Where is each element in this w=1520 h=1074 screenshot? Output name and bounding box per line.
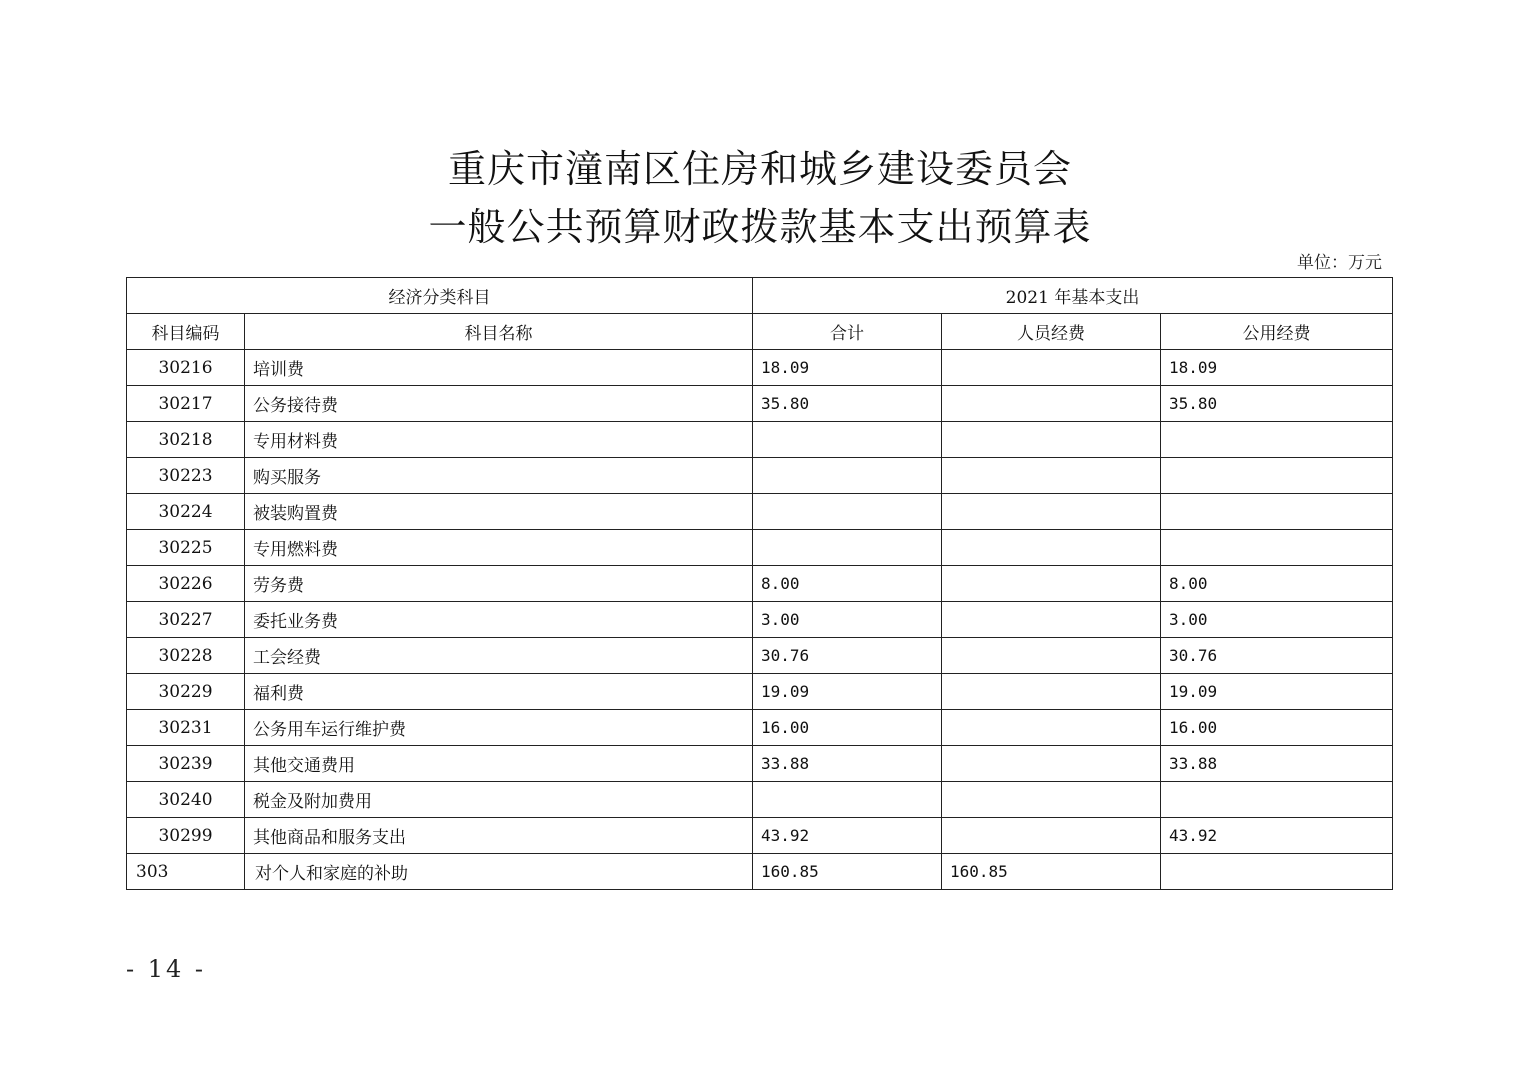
document-title-line2: 一般公共预算财政拨款基本支出预算表: [428, 205, 1092, 249]
table-row: [127, 674, 1393, 710]
personnel-value: [942, 746, 1161, 782]
public-value: 8.00: [1161, 566, 1393, 602]
subject-code: 30217: [127, 386, 245, 422]
table-row: [127, 818, 1393, 854]
total-value: [753, 422, 942, 458]
total-value: 30.76: [753, 638, 942, 674]
total-value: [753, 530, 942, 566]
table-row: [127, 494, 1393, 530]
subject-code: 30224: [127, 494, 245, 530]
total-value: [753, 458, 942, 494]
subject-name: 对个人和家庭的补助: [245, 854, 753, 890]
table-row: [127, 638, 1393, 674]
subject-name: 委托业务费: [245, 602, 753, 638]
table-row: [127, 710, 1393, 746]
total-value: 33.88: [753, 746, 942, 782]
header-public-expense: 公用经费: [1161, 314, 1393, 350]
public-value: [1161, 494, 1393, 530]
header-subject-name: 科目名称: [245, 314, 753, 350]
personnel-value: [942, 566, 1161, 602]
personnel-value: [942, 710, 1161, 746]
personnel-value: [942, 818, 1161, 854]
subject-name: 被装购置费: [245, 494, 753, 530]
personnel-value: [942, 674, 1161, 710]
subject-code: 303: [127, 854, 245, 890]
subject-name: 其他商品和服务支出: [245, 818, 753, 854]
table-row-category: [127, 854, 1393, 890]
table-row: [127, 458, 1393, 494]
total-value: 8.00: [753, 566, 942, 602]
total-value: 35.80: [753, 386, 942, 422]
public-value: [1161, 530, 1393, 566]
personnel-value: [942, 530, 1161, 566]
subject-code: 30216: [127, 350, 245, 386]
public-value: [1161, 458, 1393, 494]
page-number: - 14 -: [126, 955, 207, 983]
personnel-value: [942, 386, 1161, 422]
public-value: 33.88: [1161, 746, 1393, 782]
total-value: 160.85: [753, 854, 942, 890]
table-row: [127, 422, 1393, 458]
header-total: 合计: [753, 314, 942, 350]
subject-code: 30228: [127, 638, 245, 674]
public-value: 19.09: [1161, 674, 1393, 710]
budget-table: [126, 277, 1393, 890]
personnel-value: [942, 602, 1161, 638]
subject-name: 购买服务: [245, 458, 753, 494]
subject-code: 30226: [127, 566, 245, 602]
subject-code: 30231: [127, 710, 245, 746]
personnel-value: [942, 458, 1161, 494]
public-value: 3.00: [1161, 602, 1393, 638]
personnel-value: [942, 638, 1161, 674]
public-value: 43.92: [1161, 818, 1393, 854]
public-value: [1161, 854, 1393, 890]
subject-name: 税金及附加费用: [245, 782, 753, 818]
personnel-value: 160.85: [942, 854, 1161, 890]
subject-code: 30227: [127, 602, 245, 638]
unit-label: 单位：万元: [1297, 253, 1382, 273]
subject-name: 培训费: [245, 350, 753, 386]
table-row: [127, 530, 1393, 566]
table-row: [127, 386, 1393, 422]
table-row: [127, 566, 1393, 602]
subject-name: 工会经费: [245, 638, 753, 674]
subject-code: 30299: [127, 818, 245, 854]
table-row: [127, 782, 1393, 818]
total-value: 3.00: [753, 602, 942, 638]
personnel-value: [942, 782, 1161, 818]
public-value: [1161, 782, 1393, 818]
table-row: [127, 602, 1393, 638]
public-value: 35.80: [1161, 386, 1393, 422]
total-value: 43.92: [753, 818, 942, 854]
total-value: 16.00: [753, 710, 942, 746]
table-row: [127, 350, 1393, 386]
subject-code: 30223: [127, 458, 245, 494]
subject-name: 劳务费: [245, 566, 753, 602]
public-value: 16.00: [1161, 710, 1393, 746]
total-value: 19.09: [753, 674, 942, 710]
personnel-value: [942, 494, 1161, 530]
subject-name: 福利费: [245, 674, 753, 710]
header-column-row: [127, 314, 1393, 350]
subject-name: 公务接待费: [245, 386, 753, 422]
public-value: [1161, 422, 1393, 458]
subject-name: 专用材料费: [245, 422, 753, 458]
personnel-value: [942, 350, 1161, 386]
header-economic-category: 经济分类科目: [127, 278, 753, 314]
public-value: 18.09: [1161, 350, 1393, 386]
document-title-line1: 重庆市潼南区住房和城乡建设委员会: [447, 147, 1072, 191]
header-basic-expenditure-2021: 2021 年基本支出: [753, 278, 1393, 314]
header-subject-code: 科目编码: [127, 314, 245, 350]
header-personnel-expense: 人员经费: [942, 314, 1161, 350]
subject-name: 其他交通费用: [245, 746, 753, 782]
subject-code: 30240: [127, 782, 245, 818]
header-group-row: [127, 278, 1393, 314]
subject-code: 30225: [127, 530, 245, 566]
subject-name: 专用燃料费: [245, 530, 753, 566]
public-value: 30.76: [1161, 638, 1393, 674]
subject-code: 30239: [127, 746, 245, 782]
personnel-value: [942, 422, 1161, 458]
total-value: [753, 782, 942, 818]
table-row: [127, 746, 1393, 782]
subject-name: 公务用车运行维护费: [245, 710, 753, 746]
total-value: [753, 494, 942, 530]
total-value: 18.09: [753, 350, 942, 386]
subject-code: 30229: [127, 674, 245, 710]
subject-code: 30218: [127, 422, 245, 458]
